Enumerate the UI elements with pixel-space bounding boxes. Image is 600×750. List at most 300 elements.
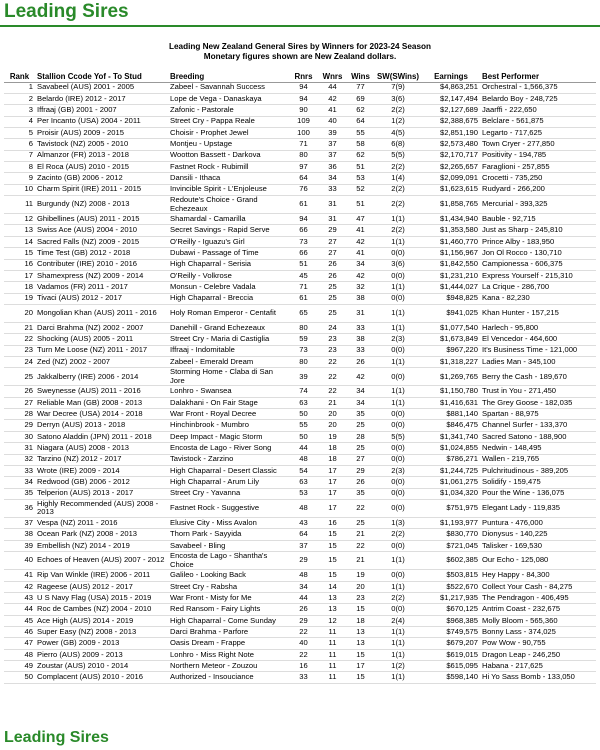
cell-rank: 30 [4, 431, 35, 442]
cell-earnings: $1,318,227 [422, 356, 480, 367]
cell-wins: 42 [347, 270, 374, 281]
cell-best-performer: Habana - 217,625 [480, 661, 596, 672]
cell-breeding: Red Ransom - Fairy Lights [168, 604, 289, 615]
cell-best-performer: Trust in You - 271,450 [480, 386, 596, 397]
cell-rank: 40 [4, 552, 35, 570]
cell-best-performer: Express Yourself - 215,310 [480, 270, 596, 281]
cell-stallion: Vadamos (FR) 2011 - 2017 [35, 282, 168, 293]
cell-rank: 35 [4, 488, 35, 499]
cell-stallion: Derryn (AUS) 2013 - 2018 [35, 420, 168, 431]
cell-stallion: Telperion (AUS) 2013 - 2017 [35, 488, 168, 499]
cell-runners: 33 [289, 672, 318, 683]
cell-wins: 41 [347, 225, 374, 236]
cell-winners: 21 [318, 397, 347, 408]
cell-earnings: $948,825 [422, 293, 480, 304]
table-caption [0, 42, 600, 62]
page-title: Leading Sires [4, 1, 129, 22]
column-header-stallion[interactable]: Stallion Ccode Yof - To Stud [35, 69, 168, 82]
table-row[interactable] [4, 540, 596, 551]
cell-breeding: Elusive City - Miss Avalon [168, 518, 289, 529]
cell-breeding: Hinchinbrook - Mumbro [168, 420, 289, 431]
cell-runners: 63 [289, 477, 318, 488]
cell-stallion: Zacinto (GB) 2006 - 2012 [35, 173, 168, 184]
cell-rank: 20 [4, 304, 35, 322]
cell-rank: 26 [4, 386, 35, 397]
table-row[interactable] [4, 604, 596, 615]
table-row[interactable] [4, 356, 596, 367]
cell-runners: 16 [289, 661, 318, 672]
cell-winners: 11 [318, 672, 347, 683]
table-row[interactable] [4, 420, 596, 431]
table-row[interactable] [4, 304, 596, 322]
table-row[interactable] [4, 638, 596, 649]
column-header-stakes-winners[interactable]: SW(SWins) [374, 69, 422, 82]
cell-stakes-winners: 0(0) [374, 499, 422, 517]
cell-rank: 36 [4, 499, 35, 517]
cell-stakes-winners: 7(9) [374, 82, 422, 93]
cell-winners: 13 [318, 604, 347, 615]
cell-winners: 22 [318, 368, 347, 386]
table-row[interactable] [4, 93, 596, 104]
cell-stallion: Super Easy (NZ) 2008 - 2013 [35, 627, 168, 638]
cell-runners: 48 [289, 499, 318, 517]
cell-rank: 46 [4, 627, 35, 638]
table-row[interactable] [4, 386, 596, 397]
table-row[interactable] [4, 282, 596, 293]
cell-rank: 24 [4, 356, 35, 367]
cell-breeding: Storming Home - Claba di San Jore [168, 368, 289, 386]
cell-runners: 94 [289, 82, 318, 93]
caption-line-1: Leading New Zealand General Sires by Winners for 2023-24 Season [168, 42, 432, 51]
cell-earnings: $1,217,935 [422, 592, 480, 603]
cell-stallion: Wrote (IRE) 2009 - 2014 [35, 465, 168, 476]
cell-stallion: Shocking (AUS) 2005 - 2011 [35, 334, 168, 345]
column-header-winners[interactable]: Wnrs [318, 69, 347, 82]
cell-stakes-winners: 1(1) [374, 552, 422, 570]
cell-earnings: $846,475 [422, 420, 480, 431]
table-row[interactable] [4, 409, 596, 420]
table-row[interactable] [4, 499, 596, 517]
cell-earnings: $881,140 [422, 409, 480, 420]
cell-wins: 27 [347, 454, 374, 465]
cell-winners: 20 [318, 420, 347, 431]
cell-best-performer: Kana - 82,230 [480, 293, 596, 304]
cell-best-performer: Campionessa - 606,375 [480, 259, 596, 270]
column-header-runners[interactable]: Rnrs [289, 69, 318, 82]
table-row[interactable] [4, 518, 596, 529]
footer-logo: Leading Sires [4, 729, 109, 746]
table-row[interactable] [4, 334, 596, 345]
cell-wins: 31 [347, 304, 374, 322]
table-row[interactable] [4, 661, 596, 672]
cell-winners: 27 [318, 236, 347, 247]
cell-breeding: Monsun - Celebre Vadala [168, 282, 289, 293]
cell-winners: 26 [318, 259, 347, 270]
cell-best-performer: Belardo Boy - 248,725 [480, 93, 596, 104]
cell-runners: 51 [289, 259, 318, 270]
cell-stakes-winners: 2(2) [374, 592, 422, 603]
cell-rank: 34 [4, 477, 35, 488]
cell-stallion: Zoustar (AUS) 2010 - 2014 [35, 661, 168, 672]
cell-runners: 80 [289, 150, 318, 161]
cell-stakes-winners: 0(0) [374, 443, 422, 454]
table-row[interactable] [4, 139, 596, 150]
cell-runners: 50 [289, 409, 318, 420]
table-row[interactable] [4, 477, 596, 488]
cell-breeding: Dalakhani - On Fair Stage [168, 397, 289, 408]
table-row[interactable] [4, 431, 596, 442]
cell-stakes-winners: 1(1) [374, 386, 422, 397]
cell-runners: 66 [289, 248, 318, 259]
table-row[interactable] [4, 225, 596, 236]
cell-best-performer: Molly Bloom - 565,360 [480, 615, 596, 626]
table-row[interactable] [4, 116, 596, 127]
cell-wins: 58 [347, 139, 374, 150]
cell-stallion: Charm Spirit (IRE) 2011 - 2015 [35, 184, 168, 195]
cell-stakes-winners: 1(1) [374, 282, 422, 293]
cell-best-performer: Belclare - 561,875 [480, 116, 596, 127]
cell-earnings: $1,024,855 [422, 443, 480, 454]
cell-runners: 45 [289, 270, 318, 281]
cell-earnings: $1,460,770 [422, 236, 480, 247]
cell-best-performer: Dionysus - 140,225 [480, 529, 596, 540]
cell-earnings: $786,271 [422, 454, 480, 465]
cell-runners: 71 [289, 139, 318, 150]
table-row[interactable] [4, 127, 596, 138]
table-row[interactable] [4, 443, 596, 454]
cell-breeding: Redoute's Choice - Grand Echezeaux [168, 195, 289, 213]
cell-rank: 12 [4, 214, 35, 225]
cell-earnings: $1,842,550 [422, 259, 480, 270]
table-row[interactable] [4, 529, 596, 540]
cell-stallion: Echoes of Heaven (AUS) 2007 - 2012 [35, 552, 168, 570]
cell-rank: 21 [4, 322, 35, 333]
cell-stallion: El Roca (AUS) 2010 - 2015 [35, 161, 168, 172]
cell-stakes-winners: 1(3) [374, 518, 422, 529]
cell-winners: 31 [318, 214, 347, 225]
cell-stallion: Reliable Man (GB) 2008 - 2013 [35, 397, 168, 408]
cell-runners: 80 [289, 356, 318, 367]
table-row[interactable] [4, 397, 596, 408]
cell-stakes-winners: 2(2) [374, 105, 422, 116]
cell-stallion: Vespa (NZ) 2011 - 2016 [35, 518, 168, 529]
table-row[interactable] [4, 672, 596, 683]
table-row[interactable] [4, 248, 596, 259]
cell-breeding: Lope de Vega - Danaskaya [168, 93, 289, 104]
cell-earnings: $941,025 [422, 304, 480, 322]
cell-stakes-winners: 0(0) [374, 420, 422, 431]
cell-wins: 52 [347, 184, 374, 195]
cell-rank: 2 [4, 93, 35, 104]
cell-stallion: War Decree (USA) 2014 - 2018 [35, 409, 168, 420]
cell-earnings: $1,061,275 [422, 477, 480, 488]
cell-wins: 13 [347, 638, 374, 649]
cell-rank: 44 [4, 604, 35, 615]
cell-runners: 53 [289, 488, 318, 499]
cell-stakes-winners: 3(6) [374, 93, 422, 104]
cell-stallion: Rageese (AUS) 2012 - 2017 [35, 581, 168, 592]
cell-earnings: $1,623,615 [422, 184, 480, 195]
cell-best-performer: Sacred Satono - 188,900 [480, 431, 596, 442]
cell-runners: 76 [289, 184, 318, 195]
table-row[interactable] [4, 195, 596, 213]
table-row[interactable] [4, 105, 596, 116]
cell-wins: 51 [347, 195, 374, 213]
cell-wins: 62 [347, 105, 374, 116]
cell-stallion: Highly Recommended (AUS) 2008 - 2013 [35, 499, 168, 517]
cell-breeding: Dansili - Ithaca [168, 173, 289, 184]
cell-wins: 38 [347, 334, 374, 345]
table-row[interactable] [4, 368, 596, 386]
cell-runners: 97 [289, 161, 318, 172]
cell-rank: 11 [4, 195, 35, 213]
cell-stakes-winners: 0(0) [374, 454, 422, 465]
cell-best-performer: Antrim Coast - 232,675 [480, 604, 596, 615]
cell-runners: 94 [289, 214, 318, 225]
cell-breeding: Zabeel - Savannah Success [168, 82, 289, 93]
table-row[interactable] [4, 161, 596, 172]
cell-stallion: Satono Aladdin (JPN) 2011 - 2018 [35, 431, 168, 442]
cell-rank: 23 [4, 345, 35, 356]
cell-stallion: Savabeel (AUS) 2001 - 2005 [35, 82, 168, 93]
cell-wins: 22 [347, 499, 374, 517]
cell-earnings: $2,851,190 [422, 127, 480, 138]
cell-runners: 100 [289, 127, 318, 138]
cell-breeding: High Chaparral - Breccia [168, 293, 289, 304]
table-row[interactable] [4, 454, 596, 465]
cell-winners: 22 [318, 356, 347, 367]
cell-winners: 25 [318, 293, 347, 304]
table-row[interactable] [4, 293, 596, 304]
table-row[interactable] [4, 581, 596, 592]
table-row[interactable] [4, 615, 596, 626]
cell-runners: 66 [289, 225, 318, 236]
cell-earnings: $2,127,689 [422, 105, 480, 116]
table-row[interactable] [4, 214, 596, 225]
cell-earnings: $967,220 [422, 345, 480, 356]
table-row[interactable] [4, 259, 596, 270]
cell-earnings: $2,170,717 [422, 150, 480, 161]
cell-runners: 63 [289, 397, 318, 408]
cell-breeding: Encosta de Lago - River Song [168, 443, 289, 454]
cell-stakes-winners: 0(0) [374, 604, 422, 615]
cell-winners: 11 [318, 638, 347, 649]
cell-stakes-winners: 5(5) [374, 431, 422, 442]
cell-winners: 31 [318, 195, 347, 213]
table-row[interactable] [4, 345, 596, 356]
cell-winners: 27 [318, 248, 347, 259]
cell-wins: 21 [347, 529, 374, 540]
cell-earnings: $1,416,631 [422, 397, 480, 408]
cell-breeding: Street Cry - Rabsha [168, 581, 289, 592]
cell-stakes-winners: 5(5) [374, 150, 422, 161]
cell-best-performer: Solidify - 159,475 [480, 477, 596, 488]
cell-stakes-winners: 1(4) [374, 173, 422, 184]
cell-wins: 42 [347, 368, 374, 386]
cell-earnings: $1,269,765 [422, 368, 480, 386]
cell-breeding: High Chaparral - Serisia [168, 259, 289, 270]
cell-runners: 22 [289, 649, 318, 660]
column-header-earnings[interactable]: Earnings [422, 69, 480, 82]
cell-best-performer: The Pendragon - 406,495 [480, 592, 596, 603]
column-header-wins[interactable]: Wins [347, 69, 374, 82]
cell-wins: 18 [347, 615, 374, 626]
cell-best-performer: Bauble - 92,715 [480, 214, 596, 225]
cell-rank: 1 [4, 82, 35, 93]
cell-rank: 17 [4, 270, 35, 281]
caption-line-2: Monetary figures shown are New Zealand dollars. [203, 52, 397, 61]
cell-stallion: Shamexpress (NZ) 2009 - 2014 [35, 270, 168, 281]
cell-stakes-winners: 0(0) [374, 368, 422, 386]
cell-stakes-winners: 1(1) [374, 236, 422, 247]
cell-breeding: Northern Meteor - Zouzou [168, 661, 289, 672]
cell-rank: 47 [4, 638, 35, 649]
table-row[interactable] [4, 649, 596, 660]
table-row[interactable] [4, 322, 596, 333]
cell-runners: 50 [289, 431, 318, 442]
table-row[interactable] [4, 627, 596, 638]
cell-best-performer: It's Business Time - 121,000 [480, 345, 596, 356]
cell-rank: 7 [4, 150, 35, 161]
cell-rank: 28 [4, 409, 35, 420]
cell-best-performer: Collect Your Cash - 84,275 [480, 581, 596, 592]
cell-wins: 15 [347, 649, 374, 660]
table-row[interactable] [4, 236, 596, 247]
cell-winners: 17 [318, 499, 347, 517]
cell-wins: 34 [347, 259, 374, 270]
cell-best-performer: Jaarffi - 222,650 [480, 105, 596, 116]
cell-stallion: Sacred Falls (NZ) 2009 - 2015 [35, 236, 168, 247]
cell-breeding: Authorized - Insouciance [168, 672, 289, 683]
cell-stallion: Almanzor (FR) 2013 - 2018 [35, 150, 168, 161]
table-row[interactable] [4, 150, 596, 161]
cell-best-performer: Pulchritudinous - 389,205 [480, 465, 596, 476]
cell-stakes-winners: 2(3) [374, 334, 422, 345]
cell-wins: 33 [347, 345, 374, 356]
cell-stallion: Belardo (IRE) 2012 - 2017 [35, 93, 168, 104]
cell-runners: 73 [289, 345, 318, 356]
cell-winners: 19 [318, 431, 347, 442]
cell-rank: 33 [4, 465, 35, 476]
table-row[interactable] [4, 552, 596, 570]
cell-breeding: Zafonic - Pastorale [168, 105, 289, 116]
cell-rank: 31 [4, 443, 35, 454]
cell-winners: 13 [318, 592, 347, 603]
cell-earnings: $1,231,210 [422, 270, 480, 281]
cell-wins: 25 [347, 518, 374, 529]
cell-stallion: Burgundy (NZ) 2008 - 2013 [35, 195, 168, 213]
cell-stakes-winners: 1(1) [374, 638, 422, 649]
cell-winners: 11 [318, 627, 347, 638]
column-header-rank[interactable]: Rank [4, 69, 35, 82]
cell-best-performer: Town Cryer - 277,850 [480, 139, 596, 150]
cell-stallion: Pierro (AUS) 2009 - 2013 [35, 649, 168, 660]
cell-wins: 33 [347, 322, 374, 333]
cell-runners: 54 [289, 465, 318, 476]
cell-stallion: Time Test (GB) 2012 - 2018 [35, 248, 168, 259]
cell-stakes-winners: 1(1) [374, 304, 422, 322]
cell-rank: 25 [4, 368, 35, 386]
cell-winners: 41 [318, 105, 347, 116]
table-row[interactable] [4, 488, 596, 499]
table-row[interactable] [4, 592, 596, 603]
cell-wins: 22 [347, 540, 374, 551]
cell-runners: 109 [289, 116, 318, 127]
cell-wins: 41 [347, 248, 374, 259]
cell-stallion: U S Navy Flag (USA) 2015 - 2019 [35, 592, 168, 603]
cell-stallion: Iffraaj (GB) 2001 - 2007 [35, 105, 168, 116]
cell-stallion: Contributer (IRE) 2010 - 2016 [35, 259, 168, 270]
table-row[interactable] [4, 570, 596, 581]
cell-winners: 16 [318, 518, 347, 529]
cell-rank: 22 [4, 334, 35, 345]
cell-stakes-winners: 1(1) [374, 397, 422, 408]
cell-earnings: $830,770 [422, 529, 480, 540]
cell-rank: 49 [4, 661, 35, 672]
cell-breeding: Iffraaj - Indomitable [168, 345, 289, 356]
cell-runners: 44 [289, 443, 318, 454]
cell-stakes-winners: 1(1) [374, 649, 422, 660]
cell-winners: 25 [318, 282, 347, 293]
cell-earnings: $602,385 [422, 552, 480, 570]
table-row[interactable] [4, 173, 596, 184]
column-header-best-performer[interactable]: Best Performer [480, 69, 596, 82]
cell-best-performer: Hey Happy - 84,300 [480, 570, 596, 581]
cell-runners: 43 [289, 518, 318, 529]
column-header-breeding[interactable]: Breeding [168, 69, 289, 82]
cell-wins: 20 [347, 581, 374, 592]
cell-earnings: $1,077,540 [422, 322, 480, 333]
cell-best-performer: Crocetti - 735,250 [480, 173, 596, 184]
table-header-row [4, 69, 596, 82]
cell-earnings: $1,244,725 [422, 465, 480, 476]
table-row[interactable] [4, 270, 596, 281]
cell-runners: 73 [289, 236, 318, 247]
cell-stakes-winners: 6(8) [374, 139, 422, 150]
cell-earnings: $1,341,740 [422, 431, 480, 442]
cell-wins: 64 [347, 116, 374, 127]
cell-rank: 48 [4, 649, 35, 660]
cell-best-performer: Berry the Cash - 189,670 [480, 368, 596, 386]
cell-breeding: Wootton Bassett - Darkova [168, 150, 289, 161]
cell-stallion: Embellish (NZ) 2014 - 2019 [35, 540, 168, 551]
table-row[interactable] [4, 465, 596, 476]
cell-best-performer: Pour the Wine - 136,075 [480, 488, 596, 499]
cell-rank: 41 [4, 570, 35, 581]
cell-breeding: War Front - Royal Decree [168, 409, 289, 420]
cell-runners: 48 [289, 454, 318, 465]
cell-winners: 15 [318, 570, 347, 581]
table-row[interactable] [4, 184, 596, 195]
table-row[interactable] [4, 82, 596, 93]
cell-earnings: $670,125 [422, 604, 480, 615]
cell-earnings: $1,434,940 [422, 214, 480, 225]
cell-winners: 17 [318, 477, 347, 488]
cell-stallion: Proisir (AUS) 2009 - 2015 [35, 127, 168, 138]
table-body [4, 82, 596, 683]
cell-stakes-winners: 2(2) [374, 529, 422, 540]
cell-stallion: Ocean Park (NZ) 2008 - 2013 [35, 529, 168, 540]
cell-stakes-winners: 2(2) [374, 195, 422, 213]
cell-stallion: Darci Brahma (NZ) 2002 - 2007 [35, 322, 168, 333]
cell-breeding: O'Reilly - Volkrose [168, 270, 289, 281]
cell-stakes-winners: 1(2) [374, 661, 422, 672]
cell-rank: 8 [4, 161, 35, 172]
cell-stallion: Power (GB) 2009 - 2013 [35, 638, 168, 649]
cell-stakes-winners: 2(2) [374, 161, 422, 172]
cell-wins: 42 [347, 236, 374, 247]
cell-stakes-winners: 4(5) [374, 127, 422, 138]
